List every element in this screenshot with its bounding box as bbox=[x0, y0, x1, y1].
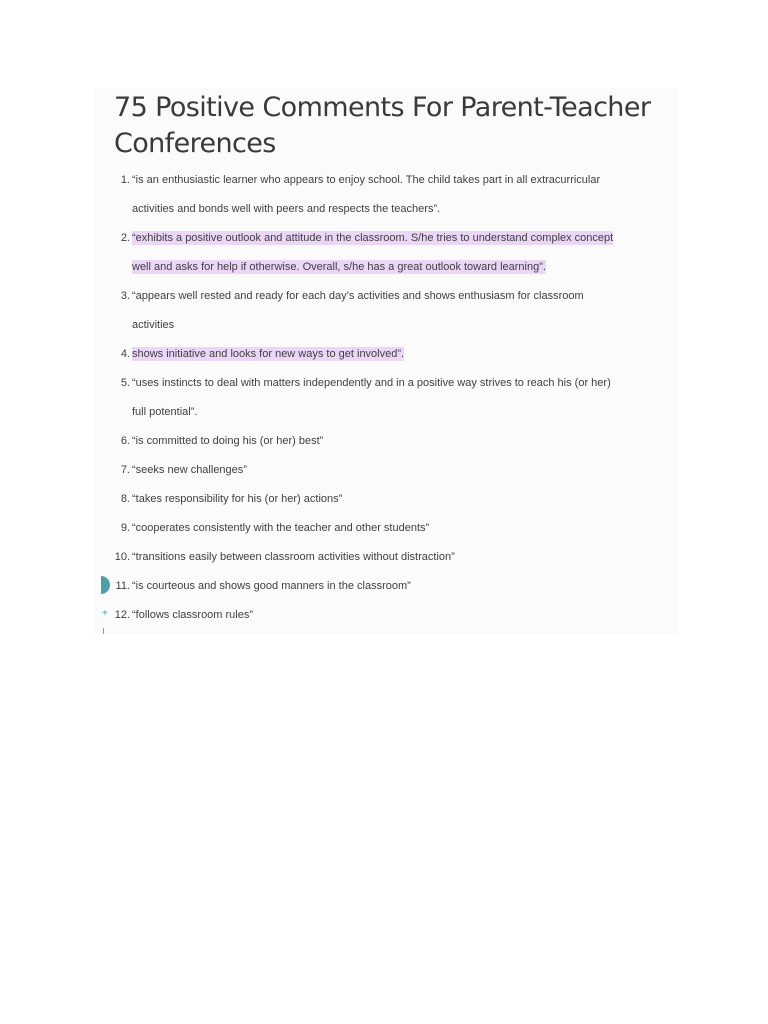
list-item-number: 3. bbox=[120, 290, 130, 302]
list-item-number: 7. bbox=[120, 464, 130, 476]
list-item bbox=[108, 456, 648, 485]
comment-text: “is committed to doing his (or her) best” bbox=[132, 435, 324, 447]
side-plus-icon: + bbox=[102, 608, 108, 619]
comment-text: activities and bonds well with peers and respects the teachers”. bbox=[132, 203, 441, 215]
page-title: 75 Positive Comments For Parent-Teacher Conferences bbox=[114, 92, 651, 159]
list-item-continuation bbox=[108, 398, 648, 427]
list-item bbox=[108, 601, 648, 630]
list-item bbox=[108, 166, 648, 195]
list-item-continuation bbox=[108, 195, 648, 224]
list-item bbox=[108, 224, 648, 253]
comment-text: “is courteous and shows good manners in the classroom” bbox=[132, 580, 411, 592]
list-item-continuation bbox=[108, 311, 648, 340]
comment-text: activities bbox=[132, 319, 175, 331]
list-item-number: 6. bbox=[120, 435, 130, 447]
comment-text: “takes responsibility for his (or her) actions” bbox=[132, 493, 343, 505]
list-item-number: 4. bbox=[120, 348, 130, 360]
list-item bbox=[108, 543, 648, 572]
list-item-number: 9. bbox=[120, 522, 130, 534]
list-item bbox=[108, 369, 648, 398]
highlighted-comment-text: “exhibits a positive outlook and attitude in the classroom. S/he tries to understand complex concept bbox=[132, 232, 614, 244]
highlighted-comment-text: well and asks for help if otherwise. Overall, s/he has a great outlook toward learning”. bbox=[132, 261, 546, 273]
list-item-number: 1. bbox=[120, 174, 130, 186]
list-item bbox=[108, 572, 648, 601]
comment-text: “uses instincts to deal with matters independently and in a positive way strives to reach his (or her) bbox=[132, 377, 611, 389]
list-item-number: 10. bbox=[114, 551, 130, 563]
side-tick-mark bbox=[103, 628, 104, 634]
comments-list bbox=[108, 166, 648, 630]
list-item-number: 5. bbox=[120, 377, 130, 389]
list-item-number: 12. bbox=[114, 609, 130, 621]
list-item bbox=[108, 282, 648, 311]
list-item-continuation bbox=[108, 253, 648, 282]
comment-text: “follows classroom rules” bbox=[132, 609, 254, 621]
list-item bbox=[108, 485, 648, 514]
comment-text: full potential”. bbox=[132, 406, 198, 418]
highlighted-comment-text: shows initiative and looks for new ways to get involved”. bbox=[132, 348, 405, 360]
list-item-number: 8. bbox=[120, 493, 130, 505]
list-item-number: 11. bbox=[115, 580, 130, 592]
comment-text: “seeks new challenges” bbox=[132, 464, 247, 476]
comment-text: “cooperates consistently with the teacher and other students” bbox=[132, 522, 430, 534]
list-item bbox=[108, 340, 648, 369]
list-item bbox=[108, 514, 648, 543]
comment-text: “transitions easily between classroom activities without distraction” bbox=[132, 551, 455, 563]
list-item bbox=[108, 427, 648, 456]
list-item-number: 2. bbox=[120, 232, 130, 244]
comment-text: “is an enthusiastic learner who appears to enjoy school. The child takes part in all extracurricular bbox=[132, 174, 601, 186]
comment-text: “appears well rested and ready for each day’s activities and shows enthusiasm for classroom bbox=[132, 290, 584, 302]
